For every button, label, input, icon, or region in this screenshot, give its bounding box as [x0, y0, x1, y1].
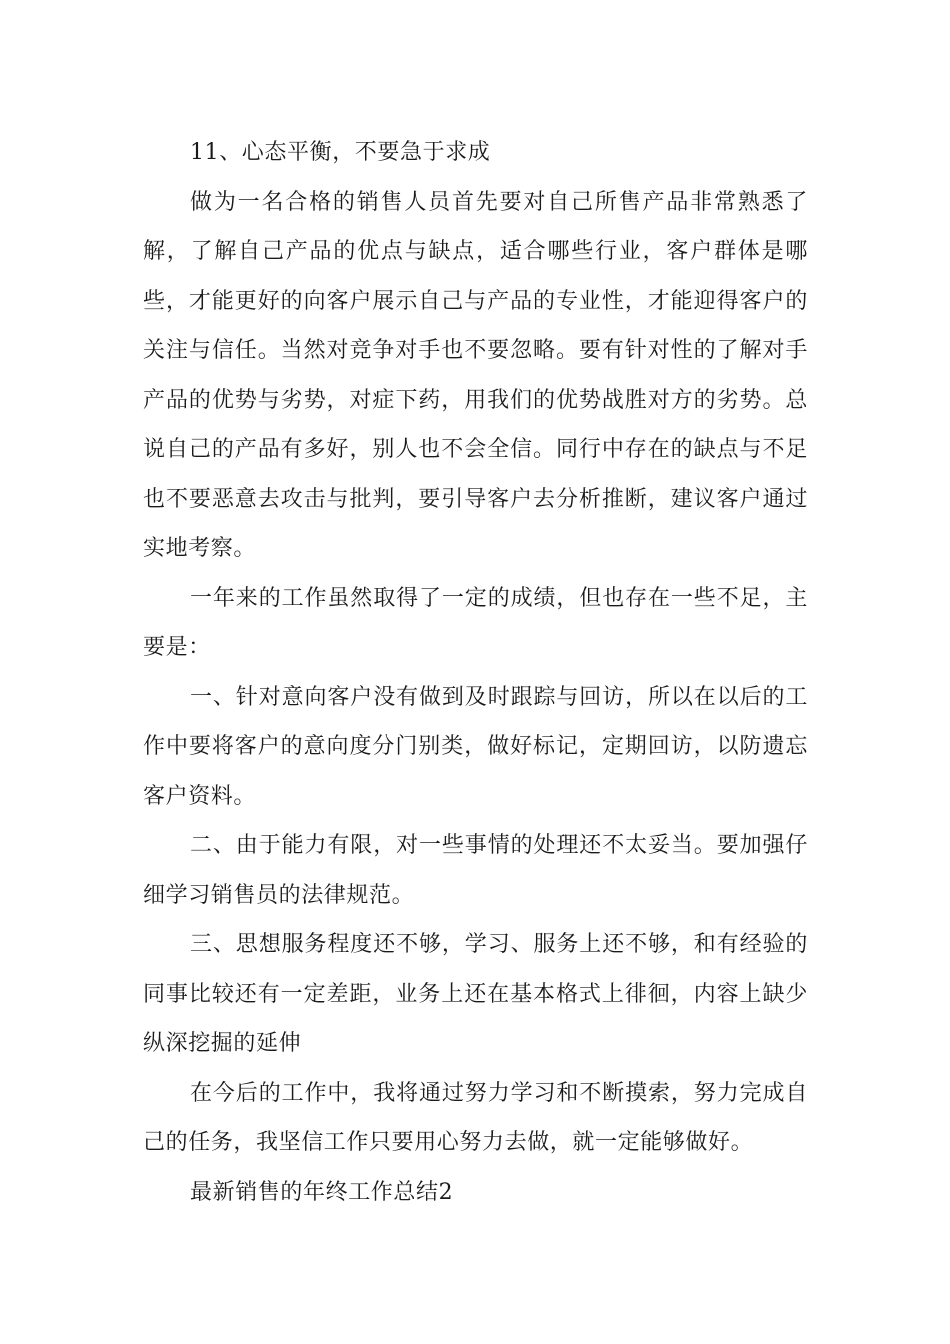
paragraph-shortcoming-2: 二、由于能力有限，对一些事情的处理还不太妥当。要加强仔细学习销售员的法律规范。 [143, 833, 808, 908]
paragraph-shortcoming-1: 一、针对意向客户没有做到及时跟踪与回访，所以在以后的工作中要将客户的意向度分门别类，做好标记，定期回访，以防遗忘客户资料。 [143, 684, 808, 809]
document-body [143, 128, 808, 1217]
paragraph-shortcomings-intro: 一年来的工作虽然取得了一定的成绩，但也存在一些不足，主要是： [143, 585, 808, 660]
section-title-summary-2: 最新销售的年终工作总结2 [190, 1179, 454, 1205]
paragraph-product-knowledge: 做为一名合格的销售人员首先要对自己所售产品非常熟悉了解，了解自己产品的优点与缺点，适合哪些行业，客户群体是哪些，才能更好的向客户展示自己与产品的专业性，才能迎得客户的关注与信任。当然对竞争对手也不要忽略。要有针对性的了解对手产品的优势与劣势，对症下药，用我们的优势战胜对方的劣势。总说自己的产品有多好，别人也不会全信。同行中存在的缺点与不足也不要恶意去攻击与批判，要引导客户去分析推断，建议客户通过实地考察。 [143, 189, 808, 561]
paragraph-shortcoming-3: 三、思想服务程度还不够，学习、服务上还不够，和有经验的同事比较还有一定差距，业务上还在基本格式上徘徊，内容上缺少纵深挖掘的延伸 [143, 932, 808, 1056]
paragraph-future-work: 在今后的工作中，我将通过努力学习和不断摸索，努力完成自己的任务，我坚信工作只要用心努力去做，就一定能够做好。 [143, 1080, 808, 1155]
section-heading-11: 11、心态平衡，不要急于求成 [190, 140, 491, 165]
